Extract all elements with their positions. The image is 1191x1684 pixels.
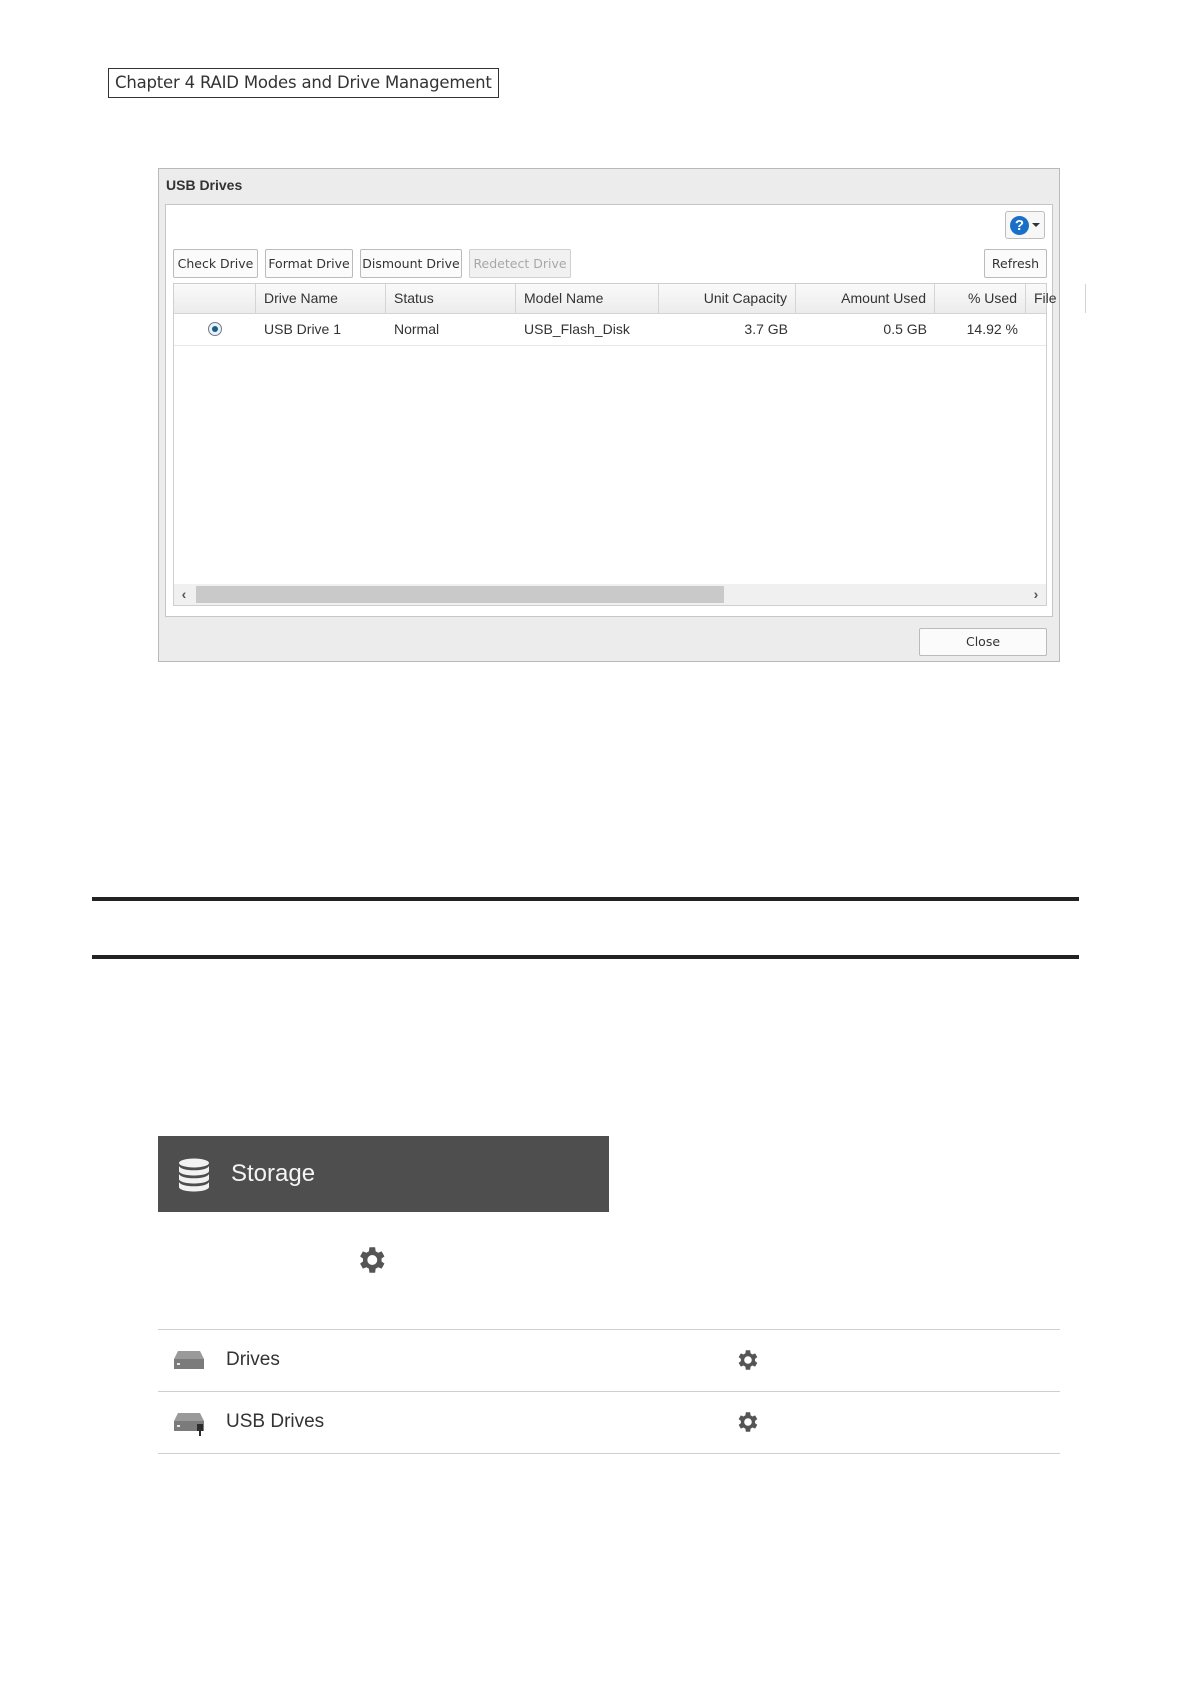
dialog-title: USB Drives — [166, 177, 243, 193]
database-icon — [178, 1158, 210, 1192]
percent-used-cell: 14.92 % — [966, 321, 1018, 337]
usb-drive-icon — [173, 1411, 205, 1437]
dismount-drive-button[interactable]: Dismount Drive — [360, 249, 462, 278]
refresh-button[interactable]: Refresh — [984, 249, 1047, 278]
column-header[interactable]: Drive Name — [256, 284, 386, 313]
gear-icon[interactable] — [734, 1347, 760, 1373]
close-button[interactable]: Close — [919, 628, 1047, 656]
amount-used-cell: 0.5 GB — [883, 321, 927, 337]
table-header — [174, 284, 1057, 314]
row-select-radio[interactable] — [208, 322, 222, 336]
scrollbar-thumb[interactable] — [196, 586, 724, 603]
help-icon: ? — [1010, 216, 1029, 235]
section-divider — [92, 955, 1079, 959]
column-header[interactable]: Model Name — [516, 284, 659, 313]
column-header[interactable]: Status — [386, 284, 516, 313]
list-item-label: Drives — [226, 1349, 280, 1370]
chevron-down-icon — [1032, 223, 1040, 227]
dialog-body — [165, 204, 1057, 617]
list-item-usb-drives[interactable] — [158, 1392, 1060, 1452]
check-drive-button[interactable]: Check Drive — [173, 249, 258, 278]
help-button[interactable] — [1005, 211, 1045, 239]
list-item-label: USB Drives — [226, 1411, 325, 1432]
format-drive-button[interactable]: Format Drive — [265, 249, 353, 278]
scroll-left-icon[interactable]: ‹ — [181, 586, 187, 602]
chapter-label: Chapter 4 RAID Modes and Drive Management — [108, 68, 499, 98]
storage-title: Storage — [231, 1160, 316, 1187]
drives-table — [173, 283, 1057, 606]
column-header[interactable]: File — [1026, 284, 1086, 313]
table-row[interactable] — [174, 313, 1046, 346]
column-header[interactable]: Unit Capacity — [659, 284, 796, 313]
storage-header[interactable] — [158, 1136, 609, 1212]
column-header[interactable]: % Used — [935, 284, 1026, 313]
gear-icon[interactable] — [734, 1409, 760, 1435]
drive-icon — [173, 1349, 205, 1371]
scroll-right-icon[interactable]: › — [1033, 586, 1039, 602]
horizontal-scrollbar[interactable] — [174, 584, 1046, 605]
usb-drives-dialog — [158, 168, 1060, 662]
column-header[interactable]: Amount Used — [796, 284, 935, 313]
section-divider — [92, 897, 1079, 901]
list-item-drives[interactable] — [158, 1330, 1060, 1390]
model-name-cell: USB_Flash_Disk — [524, 321, 630, 337]
list-divider — [158, 1453, 1060, 1454]
select-column-header — [174, 284, 256, 313]
redetect-drive-button[interactable]: Redetect Drive — [469, 249, 571, 278]
status-cell: Normal — [394, 321, 440, 337]
unit-capacity-cell: 3.7 GB — [744, 321, 788, 337]
gear-icon[interactable] — [354, 1243, 388, 1277]
drive-name-cell: USB Drive 1 — [264, 321, 342, 337]
